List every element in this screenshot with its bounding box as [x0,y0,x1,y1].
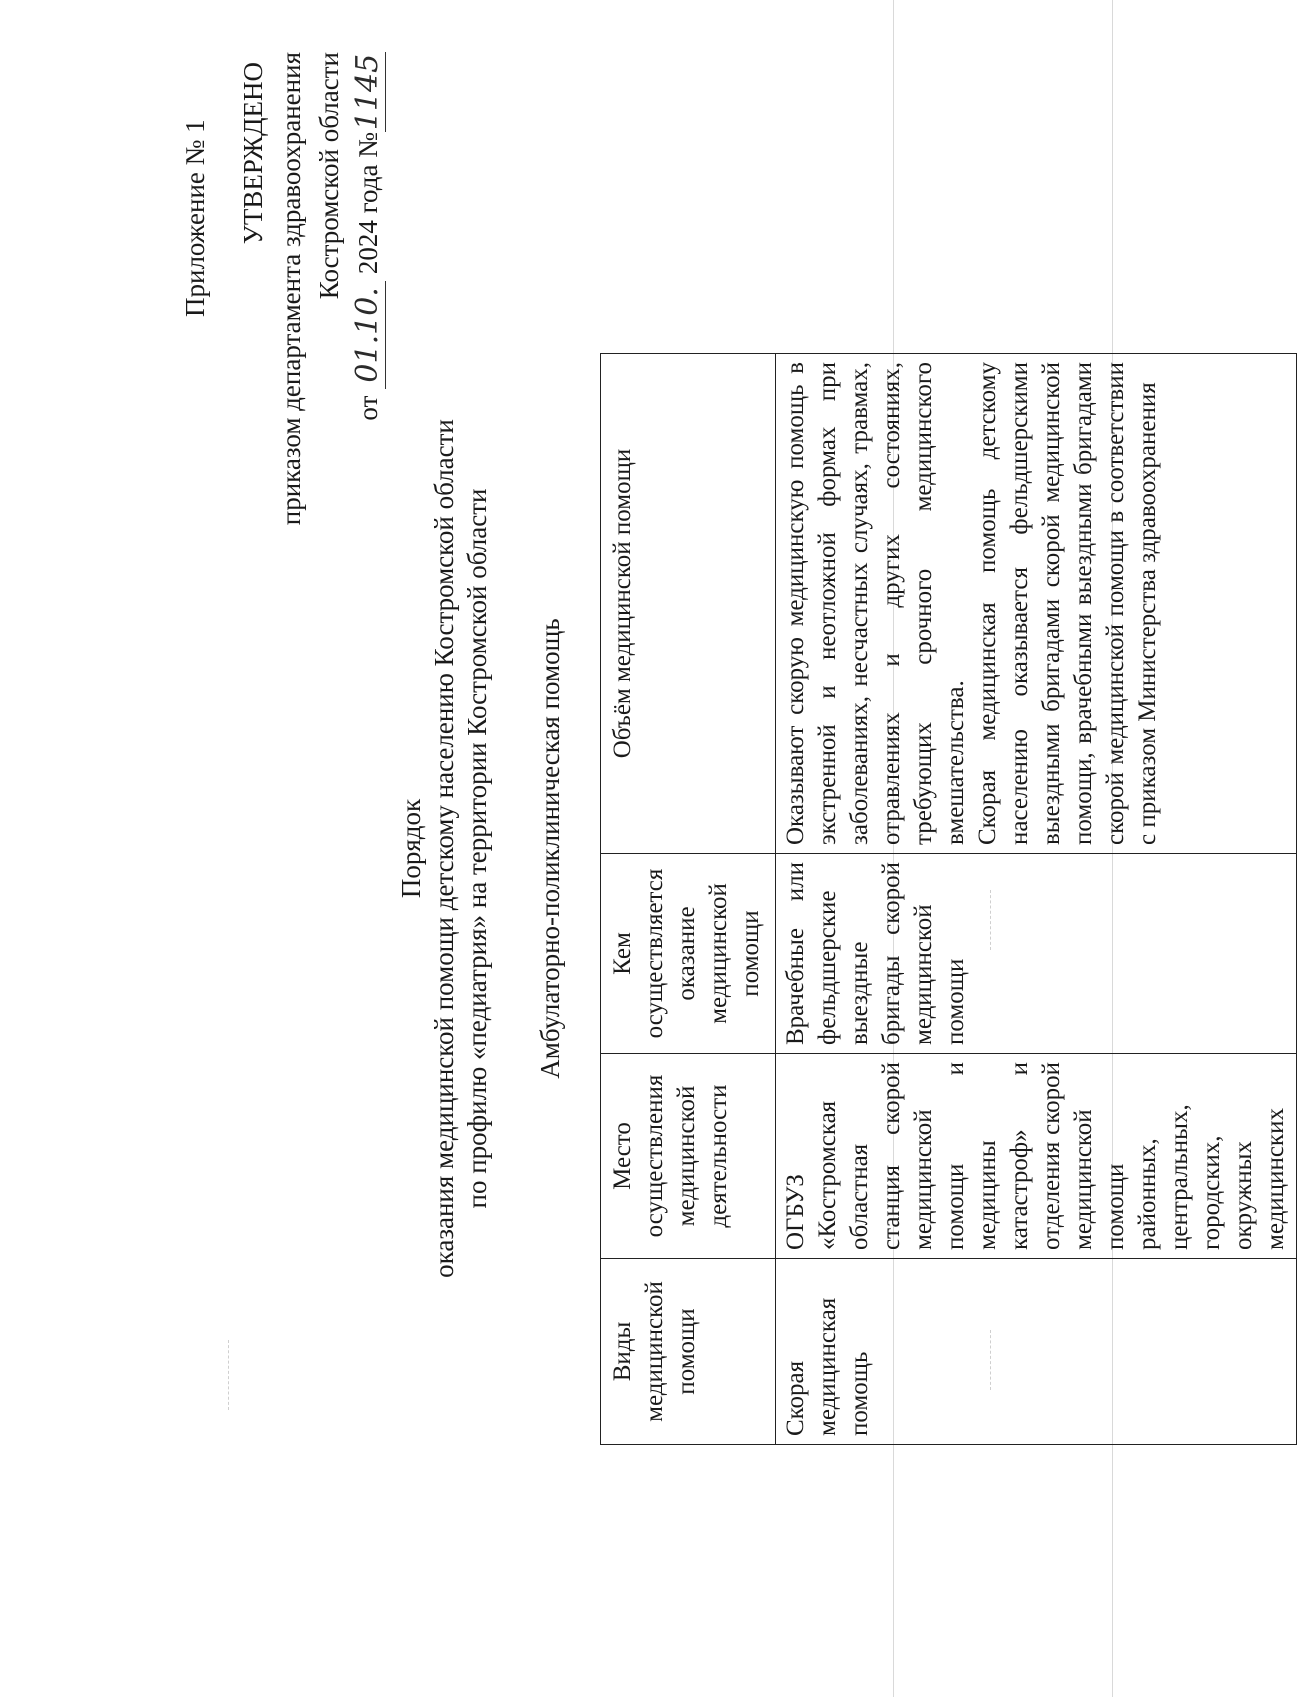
cell-who: Врачебные или фельдшерские выездные бригады скорой медицинской помощи [776,854,1297,1054]
approved-title: УТВЕРЖДЕНО [238,62,268,245]
cell-place: ОГБУЗ «Костромская областная станция скорой медицинской помощи и медицины катастроф» и отделения скорой медицинской помощи районных, центральных, городских, окружных медицинских [776,1054,1297,1259]
table-header-row [601,354,776,1445]
table-row [776,354,1297,1445]
approved-region-line: Костромской области [314,52,344,300]
cell-type: Скорая медицинская помощь [776,1259,1297,1445]
date-year: 2024 года № [353,132,383,275]
section-heading: Амбулаторно-поликлиническая помощь [535,618,565,1079]
approved-date-line [350,52,386,421]
column-header-place: Место осуществления медицинской деятельности [601,1054,776,1259]
scope-paragraph-1: Оказывают скорую медицинскую помощь в экстренной и неотложной формах при заболеваниях, несчастных случаях, травмах, отравлениях и других состояниях, требующих срочного медицинского вмешательства. [782,362,969,845]
scope-paragraph-2: Скорая медицинская помощь детскому населению оказывается фельдшерскими выездными бригадами скорой медицинской помощи, врачебными выездными бригадами скорой медицинской помощи в соответствии с приказом Министерства здравоохранения [974,362,1161,845]
approved-by-line: приказом департамента здравоохранения [276,52,306,526]
document-title [395,0,494,1697]
handwritten-date: 01.10. [350,281,386,389]
title-line-2: оказания медицинской помощи детскому населению Костромской области [429,419,459,1278]
title-line-1: Порядок [396,798,426,899]
appendix-number: Приложение № 1 [180,119,210,317]
title-line-3: по профилю «педиатрия» на территории Костромской области [462,488,492,1209]
column-header-who: Кем осуществляется оказание медицинской помощи [601,854,776,1054]
column-header-type: Виды медицинской помощи [601,1259,776,1445]
column-header-scope: Объём медицинской помощи [601,354,776,854]
handwritten-order-number: 1145 [350,53,385,131]
cell-scope [776,354,1297,854]
care-table [600,353,1297,1445]
date-prefix: от [353,395,383,421]
